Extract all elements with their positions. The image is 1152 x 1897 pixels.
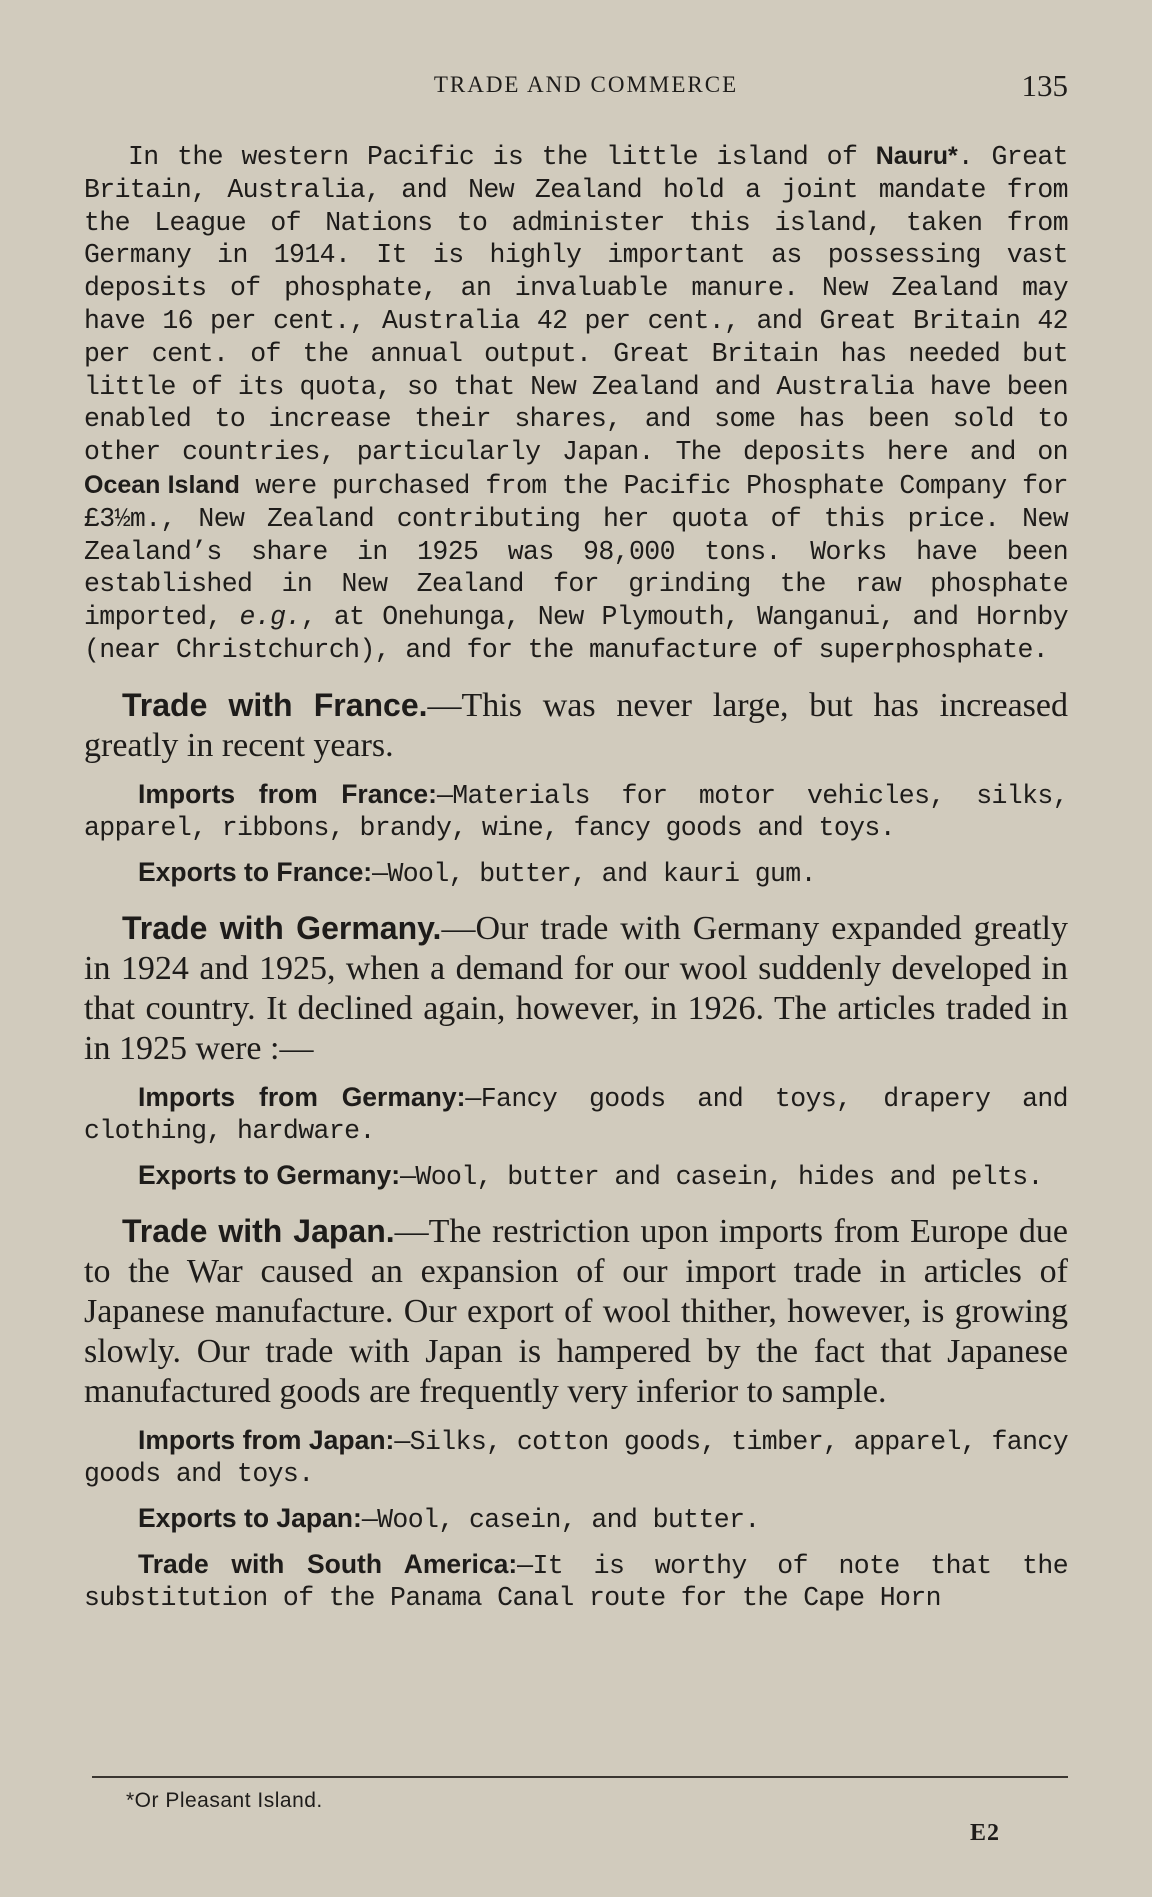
japan-paragraph [84,1211,1068,1412]
footnote: *Or Pleasant Island. [126,1789,323,1812]
germany-text: —Our trade with Germany expanded greatly in 1924 and 1925, when a demand for our wool suddenly developed in that country. It declined again, however, in 1926. The articles traded in in 1925 were :— [84,909,1068,1067]
japan-exports-label: Exports to Japan: [138,1502,362,1533]
japan-heading: Trade with Japan. [122,1212,395,1249]
nauru-text-3: were purchased from the Pacific Phosphate Company for £3½m., New Zealand contributing her quota of this price. New Zealand’s share in 1925 was 98,000 tons. Works have been established in New Zealand for grinding the raw phosphate imported, [84,470,1068,633]
japan-imports-text: —Silks, cotton goods, timber, apparel, fancy goods and toys. [84,1426,1068,1489]
germany-imports [84,1081,1068,1147]
south-america-text: —It is worthy of note that the substitution of the Panama Canal route for the Cape Horn [84,1550,1068,1613]
south-america-label: Trade with South America: [138,1548,518,1579]
japan-exports-text: —Wool, casein, and butter. [361,1504,760,1535]
south-america-paragraph [84,1548,1068,1614]
ocean-island-term: Ocean Island [84,470,240,499]
france-exports [84,856,1068,890]
germany-heading: Trade with Germany. [122,909,442,946]
footnote-rule [92,1776,1068,1778]
nauru-text-4: , at Onehunga, New Plymouth, Wanganui, and Hornby (near Christchurch), and for the manufacture of superphosphate. [84,602,1069,665]
page-number: 135 [1021,68,1068,103]
germany-imports-label: Imports from Germany: [138,1081,466,1112]
running-head: TRADE AND COMMERCE [433,72,739,97]
nauru-eg: e.g. [239,602,301,633]
germany-imports-text: —Fancy goods and toys, drapery and clothing, hardware. [84,1083,1068,1146]
france-exports-label: Exports to France: [138,856,373,887]
nauru-text-1: In the western Pacific is the little island of [128,142,876,172]
page-body [84,140,1068,1614]
france-imports [84,778,1068,844]
japan-text: —The restriction upon imports from Europe due to the War caused an expansion of our import trade in articles of Japanese manufacture. Our export of wool thither, however, is growing slowly. Our trade with Japan is hampered by the fact that Japanese manufactured goods are frequently very inferior to sample. [84,1212,1069,1410]
france-heading: Trade with France. [122,686,428,723]
japan-exports [84,1502,1068,1536]
germany-exports [84,1159,1068,1193]
japan-imports [84,1424,1068,1490]
nauru-term: Nauru* [875,142,958,170]
nauru-text-2: . Great Britain, Australia, and New Zealand hold a joint mandate from the League of Nations to administer this island, taken from Germany in 1914. It is highly important as possessing vast deposits of phosphate, an invaluable manure. New Zealand may have 16 per cent., Australia 42 per cent., and Great Britain 42 per cent. of the annual output. Great Britain has needed but little of its quota, so that New Zealand and Australia have been enabled to increase their shares, and some has been sold to other countries, particularly Japan. The deposits here and on [84,142,1068,468]
germany-paragraph [84,908,1068,1069]
france-text: —This was never large, but has increased greatly in recent years. [84,686,1069,764]
france-paragraph [84,685,1068,766]
france-imports-text: —Materials for motor vehicles, silks, apparel, ribbons, brandy, wine, fancy goods and toys. [84,780,1069,843]
japan-imports-label: Imports from Japan: [138,1424,395,1455]
signature-mark: E2 [970,1820,1001,1846]
page-header [84,68,1068,108]
germany-exports-text: —Wool, butter and casein, hides and pelts. [400,1161,1043,1192]
germany-exports-label: Exports to Germany: [138,1159,401,1190]
france-imports-label: Imports from France: [138,778,437,809]
france-exports-text: —Wool, butter, and kauri gum. [372,858,816,889]
nauru-paragraph [84,140,1068,667]
